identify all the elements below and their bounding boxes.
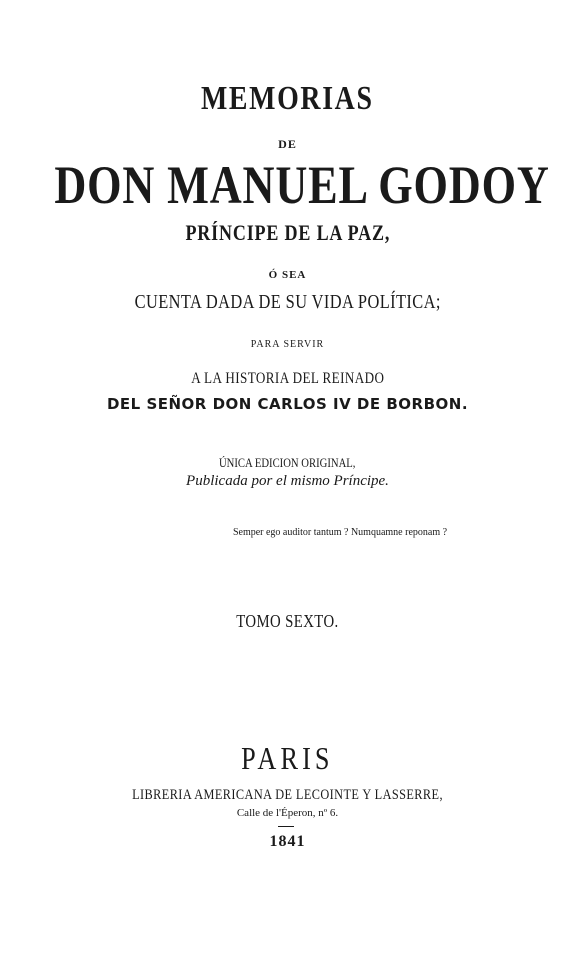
published-by-text: Publicada por el mismo Príncipe. — [186, 473, 389, 489]
para-servir — [0, 340, 575, 350]
series-title — [0, 82, 575, 116]
published-by-line — [0, 474, 575, 489]
series-title-text: MEMORIAS — [201, 80, 374, 117]
year-line — [0, 834, 575, 850]
epigraph — [0, 528, 575, 538]
preposition-de-text: DE — [278, 137, 297, 151]
author-name — [0, 155, 575, 215]
subtitle — [0, 292, 575, 312]
preposition-de — [0, 138, 575, 150]
city-line-text: PARIS — [241, 740, 334, 776]
separator-rule — [278, 826, 294, 827]
history-line-text: A LA HISTORIA DEL REINADO — [190, 370, 385, 387]
edition-line-text: ÚNICA EDICION ORIGINAL, — [219, 455, 356, 470]
edition-line — [0, 456, 575, 469]
city-line — [0, 742, 575, 774]
publisher-line — [0, 788, 575, 803]
year-line-text: 1841 — [269, 833, 306, 850]
conjunction-o-sea-text: Ó SEA — [268, 269, 307, 281]
address-line-text: Calle de l'Éperon, nº 6. — [236, 807, 339, 819]
publisher-line-text: LIBRERIA AMERICANA DE LECOINTE Y LASSERRE, — [132, 787, 443, 803]
para-servir-text: PARA SERVIR — [250, 339, 325, 350]
epigraph-text: Semper ego auditor tantum ? Numquamne reponam ? — [232, 527, 448, 538]
address-line — [0, 808, 575, 819]
author-title-text: PRÍNCIPE DE LA PAZ, — [185, 220, 390, 245]
author-title — [0, 222, 575, 244]
subtitle-text: CUENTA DADA DE SU VIDA POLÍTICA; — [134, 291, 441, 313]
conjunction-o-sea — [0, 270, 575, 281]
king-line — [0, 397, 575, 412]
volume-line-text: TOMO SEXTO. — [236, 611, 339, 631]
king-line-text: DEL SEÑOR DON CARLOS IV DE BORBON. — [106, 395, 469, 413]
history-line — [0, 371, 575, 387]
author-name-text: DON MANUEL GODOY — [54, 155, 550, 215]
volume-line — [0, 612, 575, 630]
